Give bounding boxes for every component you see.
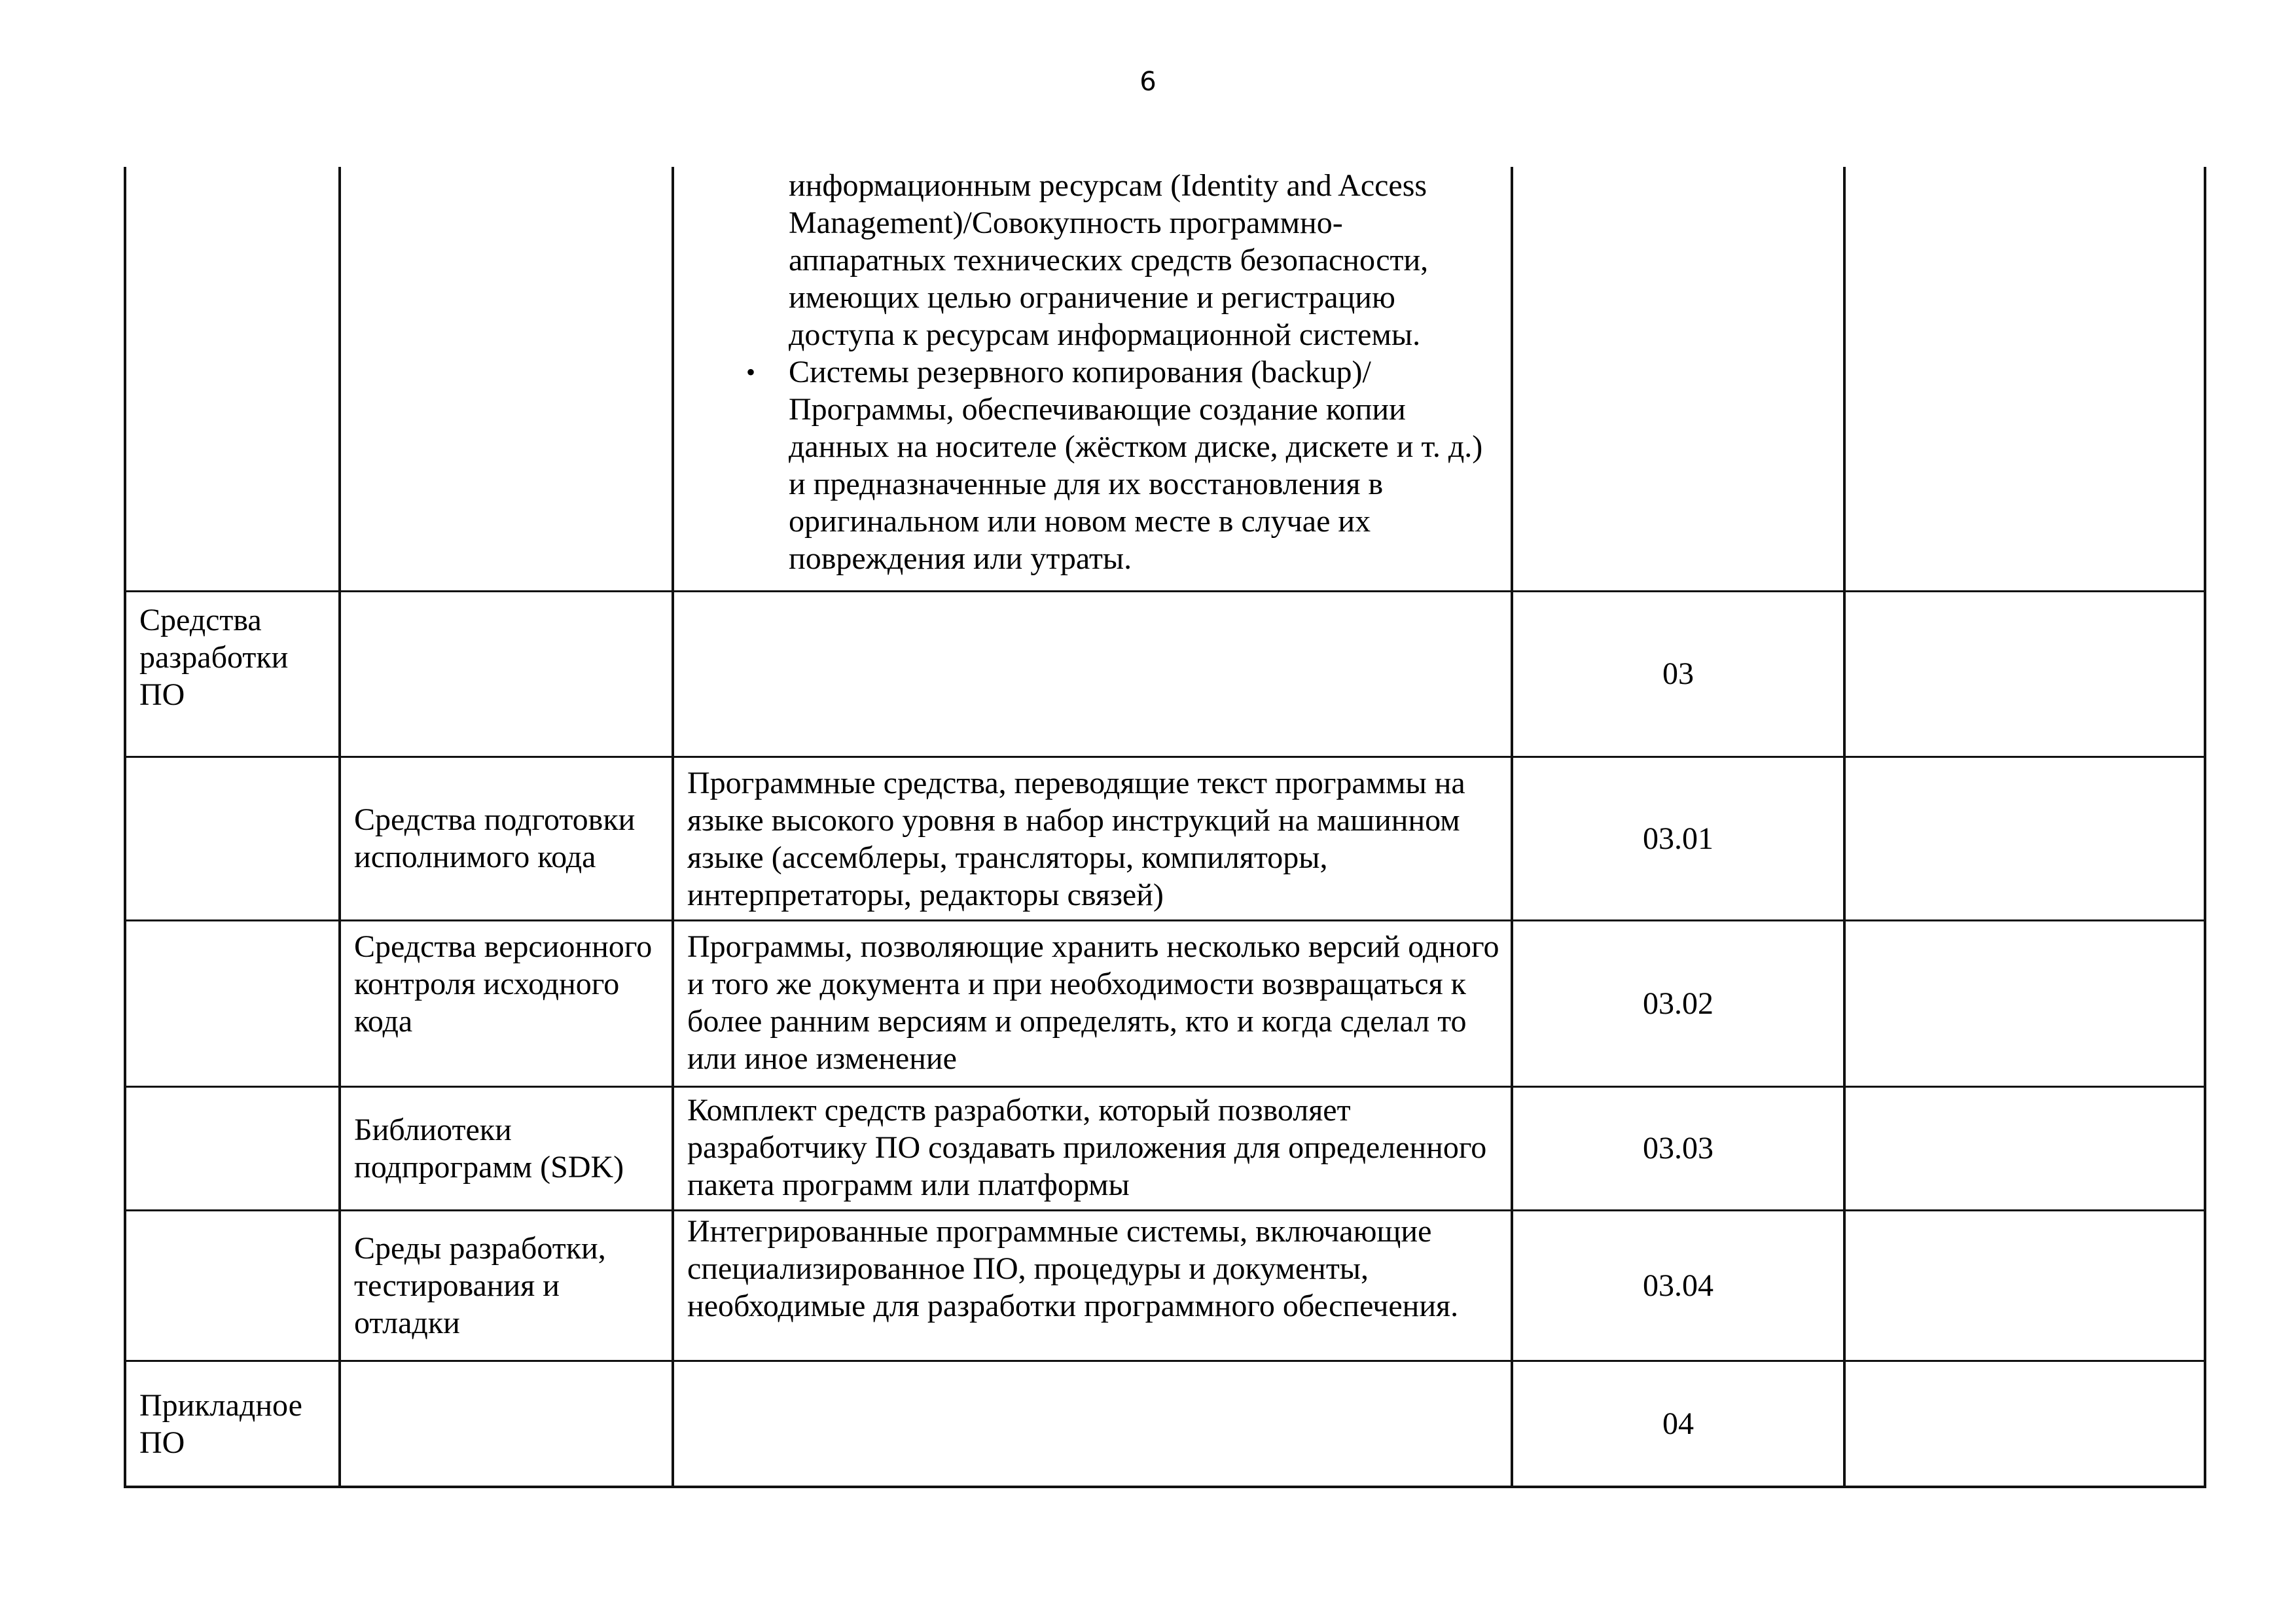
code-cell: 03 <box>1512 591 1844 757</box>
description-cell: Программы, позволяющие хранить несколько версий одного и того же документа и при необходимости возвращаться к более ранним версиям и определять, кто и когда сделал то или иное изменение <box>673 920 1512 1086</box>
subgroup-cell: Библиотеки подпрограмм (SDK) <box>340 1086 673 1210</box>
extra-cell <box>1844 1210 2205 1361</box>
description-list <box>674 167 1511 577</box>
extra-cell <box>1844 757 2205 920</box>
software-classification-table <box>124 167 2206 1488</box>
extra-cell <box>1844 1086 2205 1210</box>
extra-cell <box>1844 920 2205 1086</box>
description-cell <box>673 591 1512 757</box>
table-row <box>125 757 2205 920</box>
extra-cell <box>1844 591 2205 757</box>
page-number: 6 <box>1139 67 1157 97</box>
code-cell <box>1512 167 1844 591</box>
group-cell: Прикладное ПО <box>125 1361 340 1487</box>
code-cell: 03.01 <box>1512 757 1844 920</box>
group-cell <box>125 167 340 591</box>
table-row <box>125 1086 2205 1210</box>
group-cell: Средства разработки ПО <box>125 591 340 757</box>
table-row <box>125 920 2205 1086</box>
code-cell: 03.02 <box>1512 920 1844 1086</box>
subgroup-cell: Средства версионного контроля исходного кода <box>340 920 673 1086</box>
subgroup-cell: Среды разработки, тестирования и отладки <box>340 1210 673 1361</box>
description-cell: Программные средства, переводящие текст программы на языке высокого уровня в набор инструкций на машинном языке (ассемблеры, трансляторы, компиляторы, интерпретаторы, редакторы связей) <box>673 757 1512 920</box>
code-cell: 03.04 <box>1512 1210 1844 1361</box>
bullet-icon: • <box>746 357 756 387</box>
extra-cell <box>1844 167 2205 591</box>
subgroup-cell <box>340 591 673 757</box>
table-row <box>125 591 2205 757</box>
list-item-text: Системы резервного копирования (backup)/Программы, обеспечивающие создание копии данных на носителе (жёстком диске, дискете и т. д.) и предназначенные для их восстановления в оригинальном или новом месте в случае их повреждения или утраты. <box>789 355 1483 576</box>
group-cell <box>125 1210 340 1361</box>
extra-cell <box>1844 1361 2205 1487</box>
table-row <box>125 1210 2205 1361</box>
description-cell <box>673 1361 1512 1487</box>
description-cell: Интегрированные программные системы, включающие специализированное ПО, процедуры и документы, необходимые для разработки программного обеспечения. <box>673 1210 1512 1361</box>
subgroup-cell <box>340 167 673 591</box>
table-row-continuation <box>125 167 2205 591</box>
description-cell: Комплект средств разработки, который позволяет разработчику ПО создавать приложения для определенного пакета программ или платформы <box>673 1086 1512 1210</box>
list-item-text: информационным ресурсам (Identity and Access Management)/Совокупность программно-аппаратных технических средств безопасности, имеющих целью ограничение и регистрацию доступа к ресурсам информационной системы. <box>789 168 1429 352</box>
group-cell <box>125 1086 340 1210</box>
code-cell: 04 <box>1512 1361 1844 1487</box>
description-cell <box>673 167 1512 591</box>
table-row <box>125 1361 2205 1487</box>
group-cell <box>125 920 340 1086</box>
code-cell: 03.03 <box>1512 1086 1844 1210</box>
group-cell <box>125 757 340 920</box>
subgroup-cell: Средства подготовки исполнимого кода <box>340 757 673 920</box>
subgroup-cell <box>340 1361 673 1487</box>
list-item <box>674 353 1511 577</box>
list-item <box>674 167 1511 353</box>
